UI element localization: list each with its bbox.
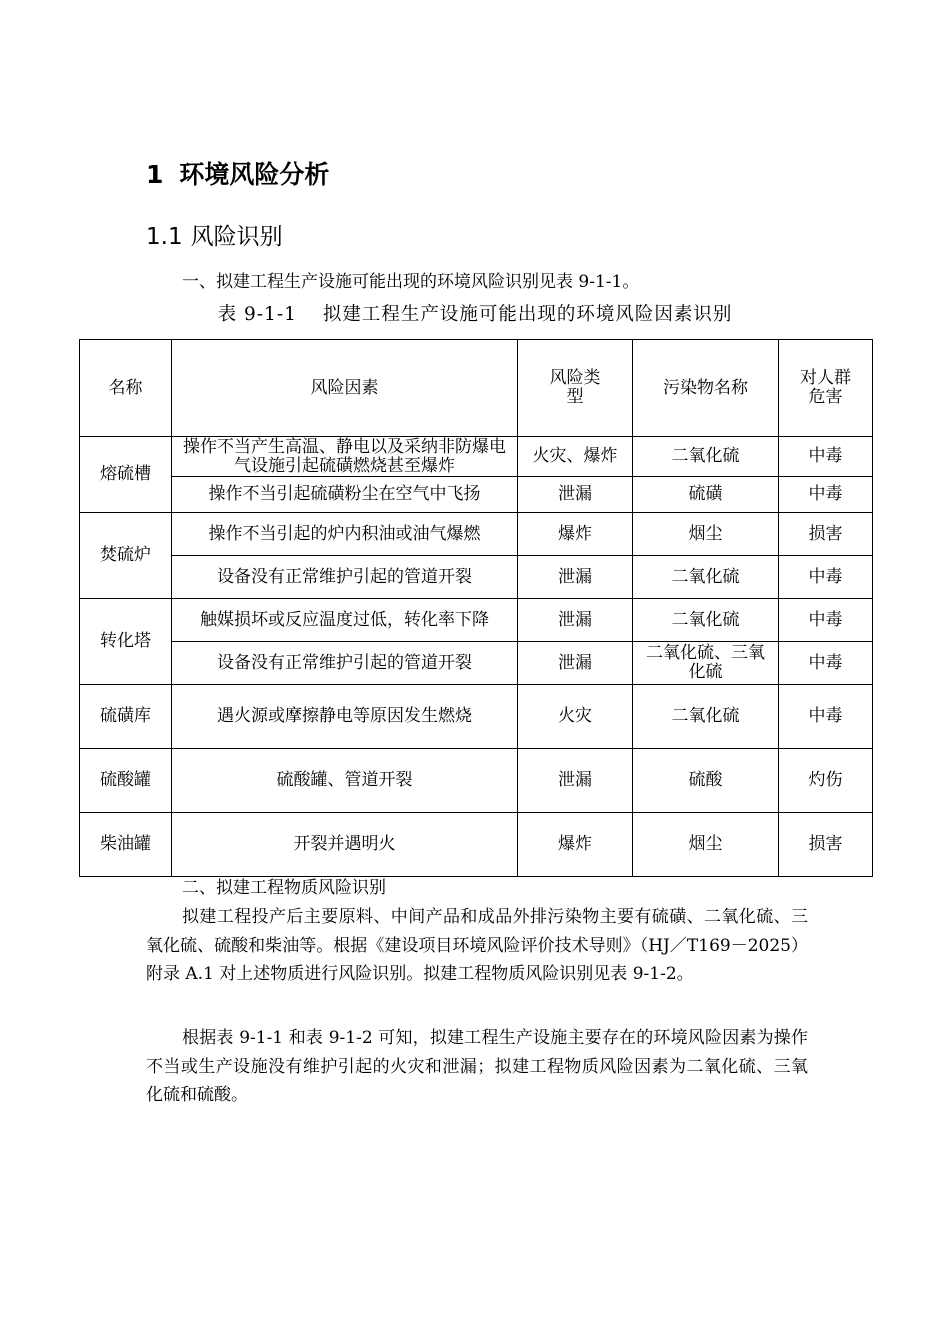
type-cell: 爆炸 xyxy=(518,513,633,556)
factor-cell: 遇火源或摩擦静电等原因发生燃烧 xyxy=(172,685,518,749)
table-row xyxy=(80,556,873,599)
harm-cell: 中毒 xyxy=(779,599,873,642)
facility-cell: 焚硫炉 xyxy=(80,513,172,599)
table-row xyxy=(80,685,873,749)
factor-cell: 操作不当引起的炉内积油或油气爆燃 xyxy=(172,513,518,556)
table-row xyxy=(80,642,873,685)
section-heading-1 xyxy=(146,158,329,192)
pollutant-cell: 二氧化硫 xyxy=(633,599,779,642)
table-header-row xyxy=(80,340,873,437)
harm-cell: 中毒 xyxy=(779,642,873,685)
intro-paragraph: 一、拟建工程生产设施可能出现的环境风险识别见表 9-1-1。 xyxy=(182,272,640,292)
pollutant-cell: 烟尘 xyxy=(633,513,779,556)
body-paragraph-2: 根据表 9-1-1 和表 9-1-2 可知，拟建工程生产设施主要存在的环境风险因素为操作不当或生产设施没有维护引起的火灾和泄漏；拟建工程物质风险因素为二氧化硫、三氧化硫和硫酸。 xyxy=(146,1028,808,1105)
heading-title: 环境风险分析 xyxy=(179,160,330,189)
harm-cell: 中毒 xyxy=(779,685,873,749)
section-heading-1-1 xyxy=(146,221,283,253)
harm-cell: 中毒 xyxy=(779,437,873,477)
header-pollutant: 污染物名称 xyxy=(633,340,779,437)
facility-cell: 硫磺库 xyxy=(80,685,172,749)
type-cell: 泄漏 xyxy=(518,556,633,599)
harm-cell: 损害 xyxy=(779,513,873,556)
type-cell: 泄漏 xyxy=(518,477,633,513)
harm-cell: 灼伤 xyxy=(779,749,873,813)
header-name: 名称 xyxy=(80,340,172,437)
factor-cell: 触媒损坏或反应温度过低，转化率下降 xyxy=(172,599,518,642)
heading-number: 1 xyxy=(146,160,164,189)
factor-cell: 开裂并遇明火 xyxy=(172,813,518,877)
pollutant-cell: 硫酸 xyxy=(633,749,779,813)
table-title: 拟建工程生产设施可能出现的环境风险因素识别 xyxy=(322,304,733,325)
risk-table xyxy=(79,339,873,877)
header-type: 风险类型 xyxy=(518,340,633,437)
heading-title: 风险识别 xyxy=(190,224,283,250)
factor-cell: 设备没有正常维护引起的管道开裂 xyxy=(172,642,518,685)
header-factor: 风险因素 xyxy=(172,340,518,437)
type-cell: 火灾、爆炸 xyxy=(518,437,633,477)
facility-cell: 硫酸罐 xyxy=(80,749,172,813)
header-harm: 对人群危害 xyxy=(779,340,873,437)
harm-cell: 中毒 xyxy=(779,556,873,599)
factor-cell: 设备没有正常维护引起的管道开裂 xyxy=(172,556,518,599)
table-row xyxy=(80,437,873,477)
facility-cell: 转化塔 xyxy=(80,599,172,685)
table-row xyxy=(80,599,873,642)
heading-number: 1.1 xyxy=(146,224,183,250)
harm-cell: 损害 xyxy=(779,813,873,877)
facility-cell: 柴油罐 xyxy=(80,813,172,877)
pollutant-cell: 二氧化硫 xyxy=(633,685,779,749)
factor-cell: 操作不当引起硫磺粉尘在空气中飞扬 xyxy=(172,477,518,513)
type-cell: 泄漏 xyxy=(518,642,633,685)
table-row xyxy=(80,813,873,877)
table-row xyxy=(80,477,873,513)
facility-cell: 熔硫槽 xyxy=(80,437,172,513)
pollutant-cell: 二氧化硫 xyxy=(633,556,779,599)
body-paragraph-1: 拟建工程投产后主要原料、中间产品和成品外排污染物主要有硫磺、二氧化硫、三氧化硫、硫酸和柴油等。根据《建设项目环境风险评价技术导则》（HJ／T169－2025）附录 A.1 对上述物质进行风险识别。拟建工程物质风险识别见表 9-1-2。 xyxy=(146,907,808,984)
type-cell: 爆炸 xyxy=(518,813,633,877)
factor-cell: 硫酸罐、管道开裂 xyxy=(172,749,518,813)
pollutant-cell: 硫磺 xyxy=(633,477,779,513)
section-2-title: 二、拟建工程物质风险识别 xyxy=(182,878,386,898)
table-number: 表 9-1-1 xyxy=(217,304,297,325)
factor-cell: 操作不当产生高温、静电以及采纳非防爆电气设施引起硫磺燃烧甚至爆炸 xyxy=(172,437,518,477)
table-row xyxy=(80,749,873,813)
pollutant-cell: 二氧化硫、三氧化硫 xyxy=(633,642,779,685)
table-caption xyxy=(0,300,950,330)
type-cell: 火灾 xyxy=(518,685,633,749)
type-cell: 泄漏 xyxy=(518,749,633,813)
pollutant-cell: 烟尘 xyxy=(633,813,779,877)
table-row xyxy=(80,513,873,556)
type-cell: 泄漏 xyxy=(518,599,633,642)
harm-cell: 中毒 xyxy=(779,477,873,513)
pollutant-cell: 二氧化硫 xyxy=(633,437,779,477)
